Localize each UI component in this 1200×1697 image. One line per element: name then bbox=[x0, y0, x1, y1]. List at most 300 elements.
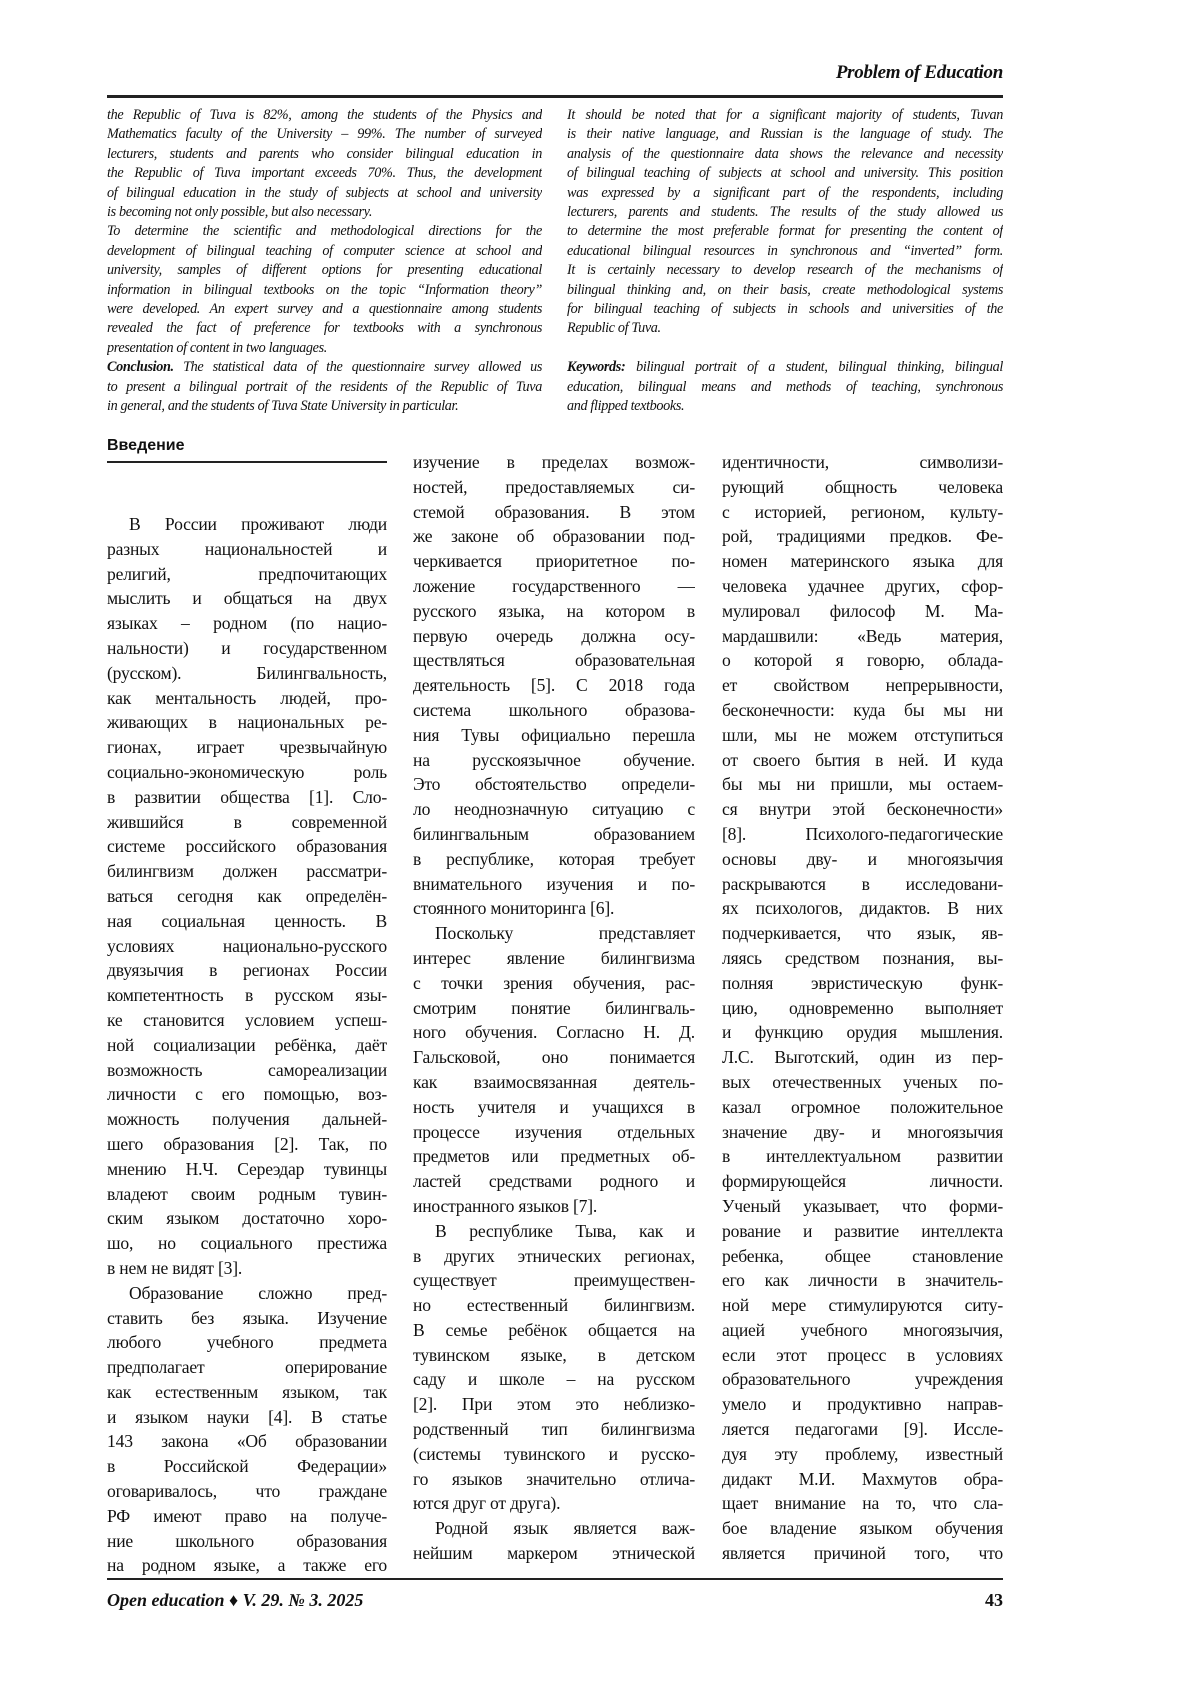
line-text: To determine the scientific and methodological directions for the bbox=[107, 223, 542, 239]
paragraph bbox=[567, 339, 1003, 417]
text-line bbox=[413, 574, 695, 599]
line-text: мулировал философ М. Ма- bbox=[722, 601, 1003, 621]
text-line bbox=[722, 1293, 1003, 1318]
paragraph bbox=[107, 512, 387, 1281]
text-line bbox=[107, 810, 387, 835]
line-text: information in bilingual textbooks on the topic “Information theory” bbox=[107, 282, 542, 298]
text-line bbox=[722, 549, 1003, 574]
line-text: русского языка, на котором в bbox=[413, 601, 695, 621]
line-text: основы дву- и многоязычия bbox=[722, 849, 1003, 869]
header-rule bbox=[107, 95, 1003, 98]
line-text: Это обстоятельство определи- bbox=[413, 774, 695, 794]
text-line bbox=[107, 319, 542, 338]
line-text: [8]. Психолого-педагогические bbox=[722, 824, 1003, 844]
line-text: с точки зрения обучения, рас- bbox=[413, 973, 695, 993]
text-line bbox=[567, 145, 1003, 164]
line-text: lecturers, parents and students. The results of the study allowed us bbox=[567, 204, 1003, 220]
line-text: го языков значительно отлича- bbox=[413, 1469, 695, 1489]
line-text: языках – родном (по нацио- bbox=[107, 613, 387, 633]
text-line bbox=[107, 222, 542, 241]
section-heading: Введение bbox=[107, 437, 387, 463]
line-text: в Российской Федерации» bbox=[107, 1456, 387, 1476]
text-line bbox=[413, 475, 695, 500]
line-text: мыслить и общаться на двух bbox=[107, 588, 387, 608]
body-column-1 bbox=[107, 512, 387, 1578]
text-line bbox=[107, 859, 387, 884]
text-line bbox=[107, 537, 387, 562]
line-text: цию, одновременно выполняет bbox=[722, 998, 1003, 1018]
line-text: если этот процесс в условиях bbox=[722, 1345, 1003, 1365]
line-text: ке становится условием успеш- bbox=[107, 1010, 387, 1030]
line-text: оговаривалось, что граждане bbox=[107, 1481, 387, 1501]
line-text: of bilingual education in the study of subjects at school and university bbox=[107, 185, 542, 201]
line-text: щает внимание на то, что сла- bbox=[722, 1493, 1003, 1513]
text-line bbox=[107, 785, 387, 810]
text-line bbox=[107, 125, 542, 144]
line-text: ния Тувы официально перешла bbox=[413, 725, 695, 745]
text-line bbox=[413, 1516, 695, 1541]
line-text: личности с его помощью, воз- bbox=[107, 1084, 387, 1104]
line-text: ложение государственного — bbox=[413, 576, 695, 596]
line-text: ной социализации ребёнка, даёт bbox=[107, 1035, 387, 1055]
paragraph bbox=[107, 1281, 387, 1579]
text-line bbox=[107, 958, 387, 983]
line-text: to present a bilingual portrait of the residents of the Republic of Tuva bbox=[107, 379, 542, 395]
line-text: деятельность [5]. С 2018 года bbox=[413, 675, 695, 695]
text-line bbox=[722, 1343, 1003, 1368]
text-line bbox=[413, 1045, 695, 1070]
text-line bbox=[107, 358, 542, 377]
text-line bbox=[413, 673, 695, 698]
line-text: Гальсковой, оно понимается bbox=[413, 1047, 695, 1067]
line-text: ло неоднозначную ситуацию с bbox=[413, 799, 695, 819]
line-text: от своего бытия в ней. И куда bbox=[722, 750, 1003, 770]
line-text: рование и развитие интеллекта bbox=[722, 1221, 1003, 1241]
text-line bbox=[722, 1045, 1003, 1070]
line-text: существует преимуществен- bbox=[413, 1270, 695, 1290]
text-line bbox=[107, 242, 542, 261]
text-line bbox=[413, 896, 695, 921]
line-text: Поскольку представляет bbox=[435, 923, 695, 943]
line-text: жившийся в современной bbox=[107, 812, 387, 832]
text-line bbox=[107, 1553, 387, 1578]
line-text: Republic of Tuva. bbox=[567, 320, 661, 336]
text-line bbox=[722, 624, 1003, 649]
line-text: умело и продуктивно направ- bbox=[722, 1394, 1003, 1414]
text-line bbox=[107, 512, 387, 537]
line-text: религий, предпочитающих bbox=[107, 564, 387, 584]
text-line bbox=[567, 397, 1003, 416]
text-line bbox=[107, 184, 542, 203]
text-line bbox=[413, 723, 695, 748]
text-line bbox=[107, 1355, 387, 1380]
line-text: формирующейся личности. bbox=[722, 1171, 1003, 1191]
text-line bbox=[107, 1256, 387, 1281]
text-line bbox=[722, 921, 1003, 946]
line-text: the Republic of Tuva important exceeds 70%. Thus, the development bbox=[107, 165, 542, 181]
text-line bbox=[413, 1219, 695, 1244]
line-text: to determine the most preferable format for presenting the content of bbox=[567, 223, 1003, 239]
text-line bbox=[567, 378, 1003, 397]
text-line bbox=[722, 673, 1003, 698]
text-line bbox=[567, 281, 1003, 300]
line-text: саду и школе – на русском bbox=[413, 1369, 695, 1389]
line-text: процессе изучения отдельных bbox=[413, 1122, 695, 1142]
text-line bbox=[107, 884, 387, 909]
line-text: ях психологов, дидактов. В них bbox=[722, 898, 1003, 918]
text-line bbox=[413, 1169, 695, 1194]
text-line bbox=[722, 872, 1003, 897]
text-line bbox=[722, 772, 1003, 797]
text-line bbox=[107, 261, 542, 280]
line-text: предметов или предметных об- bbox=[413, 1146, 695, 1166]
line-text: Родной язык является важ- bbox=[435, 1518, 695, 1538]
line-text: компетентность в русском язы- bbox=[107, 985, 387, 1005]
line-text: нальности) и государственном bbox=[107, 638, 387, 658]
line-text: тувинском языке, в детском bbox=[413, 1345, 695, 1365]
text-line bbox=[413, 599, 695, 624]
text-line bbox=[722, 1219, 1003, 1244]
paragraph bbox=[413, 1516, 695, 1566]
line-text: ются друг от друга). bbox=[413, 1493, 560, 1513]
text-line bbox=[413, 524, 695, 549]
text-line bbox=[413, 1417, 695, 1442]
footer-rule bbox=[107, 1578, 1003, 1580]
text-line bbox=[107, 1529, 387, 1554]
line-text: bilingual portrait of a student, bilingual thinking, bilingual bbox=[625, 359, 1003, 375]
text-line bbox=[413, 1293, 695, 1318]
body-column-3 bbox=[722, 450, 1003, 1566]
text-line bbox=[413, 1442, 695, 1467]
line-text: как взаимосвязанная деятель- bbox=[413, 1072, 695, 1092]
text-line bbox=[107, 1306, 387, 1331]
text-line bbox=[413, 1467, 695, 1492]
text-line bbox=[567, 261, 1003, 280]
line-text: как естественным языком, так bbox=[107, 1382, 387, 1402]
line-text: подчеркивается, что язык, яв- bbox=[722, 923, 1003, 943]
body-column-2 bbox=[413, 450, 695, 1566]
line-text: educational bilingual resources in synchronous and “inverted” form. bbox=[567, 243, 1003, 259]
line-text: ваться сегодня как определён- bbox=[107, 886, 387, 906]
text-line bbox=[722, 524, 1003, 549]
line-text: разных национальностей и bbox=[107, 539, 387, 559]
line-text: [2]. При этом это неблизко- bbox=[413, 1394, 695, 1414]
line-text: внимательного изучения и по- bbox=[413, 874, 695, 894]
line-text: вых отечественных ученых по- bbox=[722, 1072, 1003, 1092]
line-text: и языком науки [4]. В статье bbox=[107, 1407, 387, 1427]
text-line bbox=[413, 1318, 695, 1343]
line-text: bilingual thinking and, on their basis, create methodological systems bbox=[567, 282, 1003, 298]
line-text: ским языком достаточно хоро- bbox=[107, 1208, 387, 1228]
text-line bbox=[722, 1169, 1003, 1194]
paragraph bbox=[107, 106, 542, 222]
line-text: В семье ребёнок общается на bbox=[413, 1320, 695, 1340]
line-text: is their native language, and Russian is the language of study. The bbox=[567, 126, 1003, 142]
line-text: university, samples of different options for presenting educational bbox=[107, 262, 542, 278]
text-line bbox=[107, 1182, 387, 1207]
text-line bbox=[413, 1020, 695, 1045]
running-header: Problem of Education bbox=[836, 62, 1003, 84]
line-text: education, bilingual means and methods of teaching, synchronous bbox=[567, 379, 1003, 395]
line-text: социально-экономическую роль bbox=[107, 762, 387, 782]
line-text: человека удачнее других, сфор- bbox=[722, 576, 1003, 596]
text-line bbox=[722, 475, 1003, 500]
line-text: It should be noted that for a significant majority of students, Tuvan bbox=[567, 107, 1003, 123]
line-text: владеют своим родным тувин- bbox=[107, 1184, 387, 1204]
line-text: о которой я говорю, облада- bbox=[722, 650, 1003, 670]
text-line bbox=[107, 1429, 387, 1454]
text-line bbox=[413, 500, 695, 525]
paragraph bbox=[567, 106, 1003, 339]
text-line bbox=[107, 909, 387, 934]
text-line bbox=[107, 1504, 387, 1529]
text-line bbox=[722, 1442, 1003, 1467]
line-text: системе российского образования bbox=[107, 836, 387, 856]
line-text: билингвизм должен рассматри- bbox=[107, 861, 387, 881]
text-line bbox=[107, 686, 387, 711]
text-line bbox=[107, 1033, 387, 1058]
text-line bbox=[107, 1380, 387, 1405]
text-line bbox=[107, 1082, 387, 1107]
text-line bbox=[413, 748, 695, 773]
paragraph bbox=[413, 921, 695, 1219]
text-line bbox=[722, 822, 1003, 847]
line-text: ребенка, общее становление bbox=[722, 1246, 1003, 1266]
text-line bbox=[722, 648, 1003, 673]
text-line bbox=[107, 1330, 387, 1355]
line-text: черкивается приоритетное по- bbox=[413, 551, 695, 571]
line-text: presentation of content in two languages. bbox=[107, 340, 327, 356]
line-text: смотрим понятие билингваль- bbox=[413, 998, 695, 1018]
text-line bbox=[567, 164, 1003, 183]
text-line bbox=[722, 1491, 1003, 1516]
text-line bbox=[413, 1095, 695, 1120]
line-text: первую очередь должна осу- bbox=[413, 626, 695, 646]
text-line bbox=[722, 1120, 1003, 1145]
line-text: Mathematics faculty of the University – 99%. The number of surveyed bbox=[107, 126, 542, 142]
text-line bbox=[107, 1206, 387, 1231]
text-line bbox=[107, 203, 542, 222]
line-text: можность получения дальней- bbox=[107, 1109, 387, 1129]
text-line bbox=[413, 624, 695, 649]
text-line bbox=[413, 1268, 695, 1293]
line-text: В России проживают люди bbox=[129, 514, 387, 534]
text-line bbox=[107, 300, 542, 319]
line-text: как ментальность людей, про- bbox=[107, 688, 387, 708]
text-line bbox=[722, 1541, 1003, 1566]
abstract-right-column bbox=[567, 106, 1003, 416]
line-text: родственный тип билингвизма bbox=[413, 1419, 695, 1439]
text-line bbox=[722, 450, 1003, 475]
run-in-label: Keywords: bbox=[567, 359, 625, 375]
line-text: его как личности в значитель- bbox=[722, 1270, 1003, 1290]
text-line bbox=[107, 661, 387, 686]
text-line bbox=[413, 698, 695, 723]
text-line bbox=[413, 1070, 695, 1095]
line-text: дидакт М.И. Махмутов обра- bbox=[722, 1469, 1003, 1489]
line-text: полняя эвристическую функ- bbox=[722, 973, 1003, 993]
line-text: но естественный билингвизм. bbox=[413, 1295, 695, 1315]
text-line bbox=[107, 145, 542, 164]
text-line bbox=[567, 242, 1003, 261]
line-text: бесконечности: куда бы мы ни bbox=[722, 700, 1003, 720]
text-line bbox=[722, 1467, 1003, 1492]
text-line bbox=[107, 934, 387, 959]
line-text: интерес явление билингвизма bbox=[413, 948, 695, 968]
text-line bbox=[107, 636, 387, 661]
text-line bbox=[722, 599, 1003, 624]
line-text: development of bilingual teaching of computer science at school and bbox=[107, 243, 542, 259]
line-text: живающих в национальных ре- bbox=[107, 712, 387, 732]
text-line bbox=[567, 203, 1003, 222]
text-line bbox=[413, 1343, 695, 1368]
text-line bbox=[722, 1244, 1003, 1269]
text-line bbox=[107, 834, 387, 859]
line-text: ляется педагогами [9]. Иссле- bbox=[722, 1419, 1003, 1439]
line-text: дуя эту проблему, известный bbox=[722, 1444, 1003, 1464]
text-line bbox=[107, 611, 387, 636]
line-text: же законе об образовании под- bbox=[413, 526, 695, 546]
line-text: ставить без языка. Изучение bbox=[107, 1308, 387, 1328]
line-text: Ученый указывает, что форми- bbox=[722, 1196, 1003, 1216]
line-text: изучение в пределах возмож- bbox=[413, 452, 695, 472]
text-line bbox=[722, 896, 1003, 921]
line-text: на русскоязычное обучение. bbox=[413, 750, 695, 770]
line-text: иностранного языков [7]. bbox=[413, 1196, 597, 1216]
line-text: 143 закона «Об образовании bbox=[107, 1431, 387, 1451]
line-text: Л.С. Выготский, один из пер- bbox=[722, 1047, 1003, 1067]
text-line bbox=[107, 1405, 387, 1430]
line-text: на родном языке, а также его bbox=[107, 1555, 387, 1575]
text-line bbox=[107, 164, 542, 183]
text-line bbox=[413, 1392, 695, 1417]
line-text: двуязычия в регионах России bbox=[107, 960, 387, 980]
text-line bbox=[413, 1120, 695, 1145]
run-in-label: Conclusion. bbox=[107, 359, 174, 375]
line-text: ная социальная ценность. В bbox=[107, 911, 387, 931]
line-text: гионах, играет чрезвычайную bbox=[107, 737, 387, 757]
text-line bbox=[567, 125, 1003, 144]
line-text: возможность самореализации bbox=[107, 1060, 387, 1080]
line-text: The statistical data of the questionnaire survey allowed us bbox=[174, 359, 542, 375]
paragraph bbox=[413, 450, 695, 921]
abstract-left-column bbox=[107, 106, 542, 417]
line-text: билингвальным образованием bbox=[413, 824, 695, 844]
line-text: идентичности, символизи- bbox=[722, 452, 1003, 472]
text-line bbox=[722, 1417, 1003, 1442]
text-line bbox=[413, 1144, 695, 1169]
text-line bbox=[107, 281, 542, 300]
line-text: стоянного мониторинга [6]. bbox=[413, 898, 614, 918]
line-text: номен материнского языка для bbox=[722, 551, 1003, 571]
text-line bbox=[413, 921, 695, 946]
text-line bbox=[722, 574, 1003, 599]
line-text: (системы тувинского и русско- bbox=[413, 1444, 695, 1464]
text-line bbox=[722, 847, 1003, 872]
text-line bbox=[107, 1058, 387, 1083]
line-text: ного обучения. Согласно Н. Д. bbox=[413, 1022, 695, 1042]
line-text: любого учебного предмета bbox=[107, 1332, 387, 1352]
line-text: с историей, регионом, культу- bbox=[722, 502, 1003, 522]
text-line bbox=[722, 1070, 1003, 1095]
text-line bbox=[567, 358, 1003, 377]
line-text: в других этнических регионах, bbox=[413, 1246, 695, 1266]
text-line bbox=[107, 735, 387, 760]
line-text: является причиной того, что bbox=[722, 1543, 1003, 1563]
text-line bbox=[107, 378, 542, 397]
line-text: Образование сложно пред- bbox=[129, 1283, 387, 1303]
text-line bbox=[722, 946, 1003, 971]
text-line bbox=[413, 1194, 695, 1219]
text-line bbox=[722, 1144, 1003, 1169]
line-text: ществляться образовательная bbox=[413, 650, 695, 670]
line-text: шо, но социального престижа bbox=[107, 1233, 387, 1253]
paragraph bbox=[722, 450, 1003, 1566]
line-text: It is certainly necessary to develop research of the mechanisms of bbox=[567, 262, 1003, 278]
text-line bbox=[413, 996, 695, 1021]
text-line bbox=[413, 1367, 695, 1392]
line-text: for bilingual teaching of subjects in schools and universities of the bbox=[567, 301, 1003, 317]
text-line bbox=[722, 698, 1003, 723]
line-text: is becoming not only possible, but also necessary. bbox=[107, 204, 372, 220]
text-line bbox=[107, 760, 387, 785]
line-text: the Republic of Tuva is 82%, among the students of the Physics and bbox=[107, 107, 542, 123]
text-line bbox=[413, 648, 695, 673]
line-text: условиях национально-русского bbox=[107, 936, 387, 956]
line-text: система школьного образова- bbox=[413, 700, 695, 720]
text-line bbox=[413, 946, 695, 971]
paragraph bbox=[107, 222, 542, 358]
line-text: в интеллектуальном развитии bbox=[722, 1146, 1003, 1166]
text-line bbox=[107, 1281, 387, 1306]
paragraph bbox=[413, 1219, 695, 1517]
text-line bbox=[107, 1231, 387, 1256]
line-text: шли, мы не можем отступиться bbox=[722, 725, 1003, 745]
line-text: рой, традициями предков. Фе- bbox=[722, 526, 1003, 546]
text-line bbox=[413, 822, 695, 847]
line-text: раскрываются в исследовани- bbox=[722, 874, 1003, 894]
line-text: бы мы ни пришли, мы остаем- bbox=[722, 774, 1003, 794]
line-text: in general, and the students of Tuva State University in particular. bbox=[107, 398, 458, 414]
journal-citation: Open education ♦ V. 29. № 3. 2025 bbox=[107, 1590, 363, 1611]
line-text: ностей, предоставляемых си- bbox=[413, 477, 695, 497]
text-line bbox=[413, 549, 695, 574]
line-text: ся внутри этой бесконечности» bbox=[722, 799, 1003, 819]
line-text: в развитии общества [1]. Сло- bbox=[107, 787, 387, 807]
text-line bbox=[413, 872, 695, 897]
text-line bbox=[413, 1244, 695, 1269]
line-text: and flipped textbooks. bbox=[567, 398, 684, 414]
line-text: ние школьного образования bbox=[107, 1531, 387, 1551]
text-line bbox=[567, 319, 1003, 338]
line-text: предполагает оперирование bbox=[107, 1357, 387, 1377]
text-line bbox=[722, 1367, 1003, 1392]
text-line bbox=[722, 500, 1003, 525]
line-text: значение дву- и многоязычия bbox=[722, 1122, 1003, 1142]
text-line bbox=[107, 397, 542, 416]
line-text: бое владение языком обучения bbox=[722, 1518, 1003, 1538]
line-text: analysis of the questionnaire data shows the relevance and necessity bbox=[567, 146, 1003, 162]
text-line bbox=[413, 1491, 695, 1516]
line-text: В республике Тыва, как и bbox=[435, 1221, 695, 1241]
line-text: мнению Н.Ч. Сереэдар тувинцы bbox=[107, 1159, 387, 1179]
text-line bbox=[722, 1095, 1003, 1120]
text-line bbox=[107, 1107, 387, 1132]
text-line bbox=[107, 106, 542, 125]
text-line bbox=[722, 748, 1003, 773]
line-text: мардашвили: «Ведь материя, bbox=[722, 626, 1003, 646]
line-text: и функцию орудия мышления. bbox=[722, 1022, 1003, 1042]
